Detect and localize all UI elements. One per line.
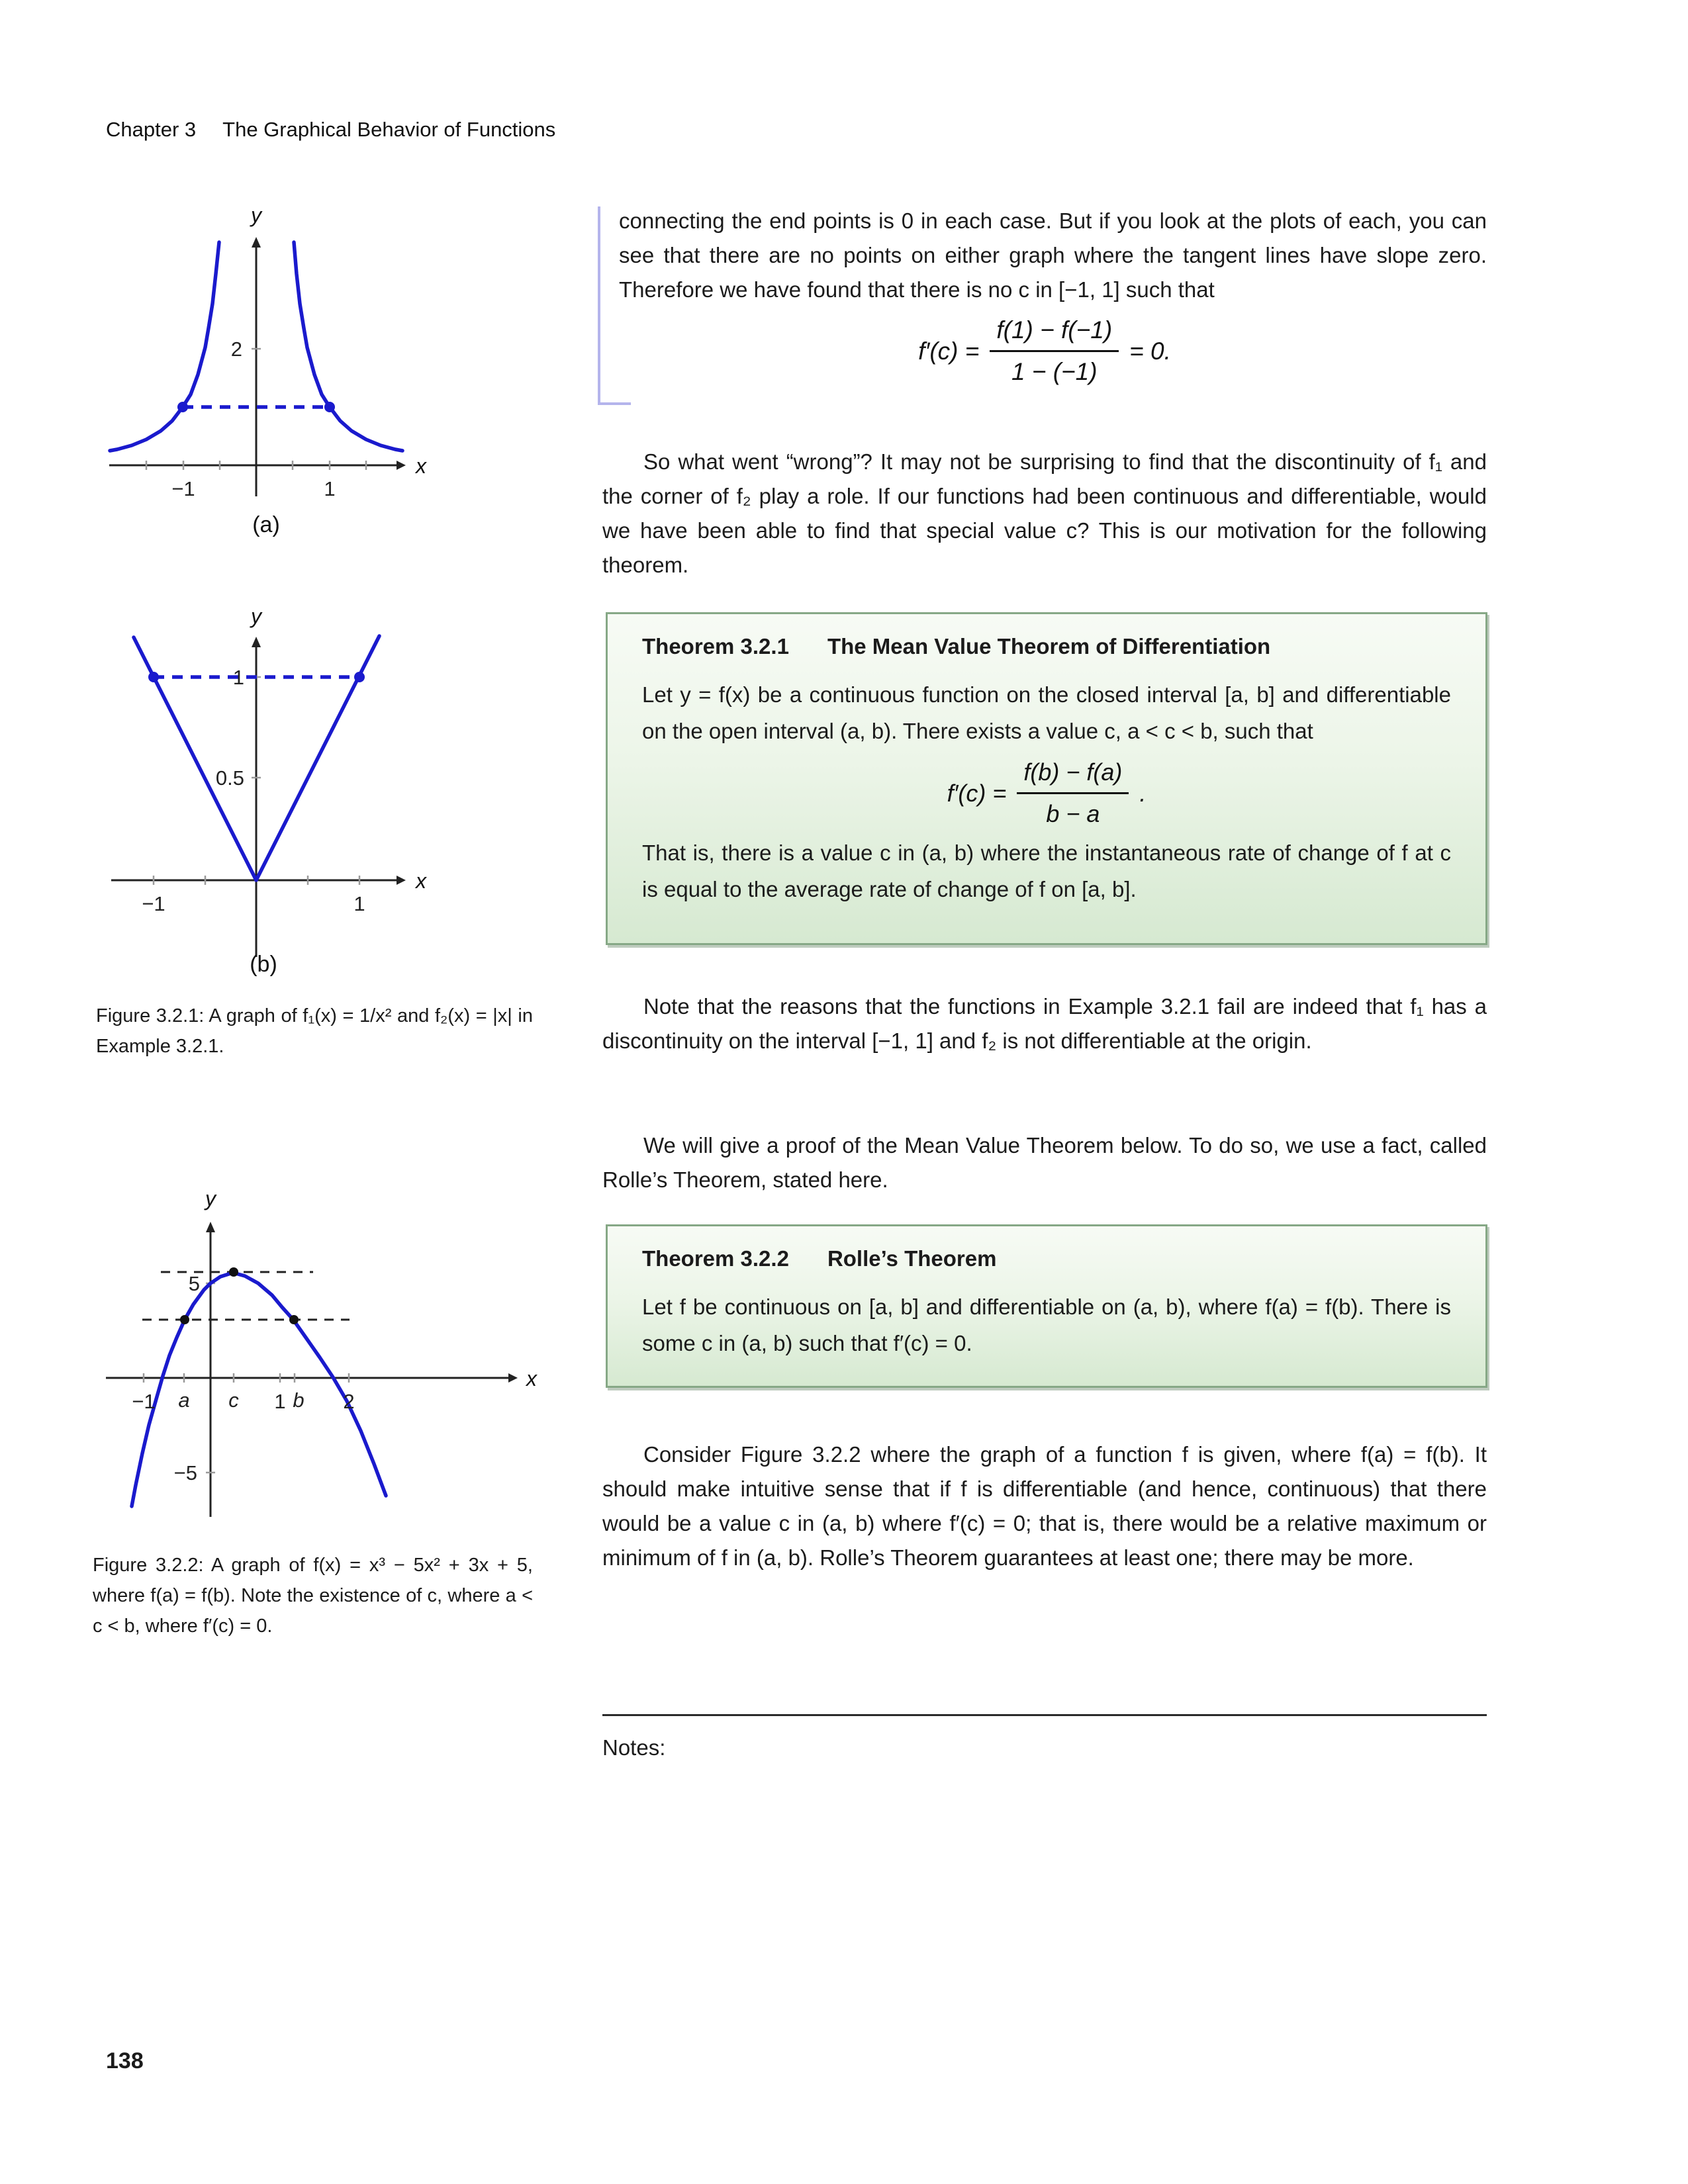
x-tick-label-c: c [228, 1388, 239, 1412]
theorem-3-2-2-heading [642, 1246, 1451, 1271]
x-axis-arrow-icon [397, 876, 406, 885]
endpoint-dot-right [354, 672, 365, 682]
endpoint-dot-left [148, 672, 159, 682]
x-tick-label-a: a [178, 1388, 190, 1412]
notes-divider-rule [602, 1714, 1487, 1716]
y-axis-arrow-icon [252, 637, 261, 647]
formula-numerator: f(1) − f(−1) [990, 316, 1119, 352]
x-axis-label: x [416, 869, 426, 893]
display-formula-mvt-fail [602, 316, 1487, 386]
y-tick-label: −5 [173, 1461, 197, 1484]
formula-fraction [990, 316, 1119, 386]
formula-rhs: = 0. [1129, 337, 1171, 365]
y-axis-label: y [251, 203, 261, 227]
continuation-bracket-icon [598, 206, 600, 405]
panel-label-b: (b) [250, 952, 277, 977]
formula-fraction [1017, 758, 1129, 828]
y-tick-label: 5 [188, 1272, 200, 1295]
x-tick-label: 1 [274, 1390, 286, 1413]
x-tick-label: 1 [353, 892, 365, 915]
paragraph-note-reasons: Note that the reasons that the functions in Example 3.2.1 fail are indeed that f₁ has a discontinuity on the interval [−1, 1] and f₂ is not differentiable at the origin. [602, 994, 1487, 1053]
point-b-dot [289, 1315, 299, 1324]
theorem-number: Theorem 3.2.2 [642, 1246, 789, 1271]
formula-numerator: f(b) − f(a) [1017, 758, 1129, 794]
x-tick-label: −1 [142, 892, 165, 915]
theorem-3-2-2-box [606, 1224, 1487, 1388]
page-number: 138 [106, 2048, 144, 2073]
x-tick-label: −1 [171, 477, 195, 500]
y-axis-label: y [205, 1187, 216, 1210]
y-tick-label: 2 [230, 338, 242, 361]
x-tick-label: 2 [343, 1390, 355, 1413]
endpoint-dot-left [177, 402, 188, 412]
point-a-dot [180, 1315, 189, 1324]
paragraph-consider-figure: Consider Figure 3.2.2 where the graph of a function f is given, where f(a) = f(b). It should make intuitive sense that if f is differentiable (and hence, continuous) that there would be a value c in (a, b) where f′(c) = 0; that is, there would be a relative maximum or minimum of f in (a, b). Rolle’s Theorem guarantees at least one; there may be more. [602, 1442, 1487, 1570]
x-tick-label-b: b [293, 1388, 305, 1412]
curve-f1-left-branch [110, 242, 219, 451]
figure-3-2-2-caption: Figure 3.2.2: A graph of f(x) = x³ − 5x² + 3x + 5, where f(a) = f(b). Note the existence of c, where a < c < b, where f′(c) = 0. [93, 1555, 533, 1637]
notes-label: Notes: [602, 1735, 666, 1760]
paragraph-so-what-went-wrong: So what went “wrong”? It may not be surprising to find that the discontinuity of f₁ and the corner of f₂ play a role. If our functions had been continuous and differentiable, would we have been able to find that special value c? This is our motivation for the following theorem. [602, 449, 1487, 577]
y-tick-label: 0.5 [215, 766, 244, 790]
panel-label-a: (a) [252, 512, 280, 537]
page-header [106, 118, 555, 142]
x-axis-label: x [526, 1367, 537, 1390]
theorem-3-2-1-body-1: Let y = f(x) be a continuous function on the closed interval [a, b] and differentiable on the open interval (a, b). There exists a value c, a < c < b, such that [642, 682, 1451, 743]
theorem-3-2-1-body-2: That is, there is a value c in (a, b) where the instantaneous rate of change of f at c is equal to the average rate of change of f on [a, b]. [642, 841, 1451, 901]
x-axis-label: x [416, 454, 426, 478]
x-tick-label: −1 [132, 1390, 156, 1413]
formula-denominator: b − a [1046, 800, 1100, 827]
theorem-3-2-1-heading [642, 634, 1451, 659]
theorem-name: Rolle’s Theorem [827, 1246, 997, 1271]
endpoint-dot-right [324, 402, 335, 412]
curve-f1-right-branch [294, 242, 402, 451]
y-axis-arrow-icon [206, 1222, 215, 1232]
x-axis-arrow-icon [508, 1373, 518, 1383]
theorem-name: The Mean Value Theorem of Differentiation [827, 634, 1271, 659]
figure-3-2-1a-plot [99, 191, 530, 543]
figure-3-2-1-caption: Figure 3.2.1: A graph of f₁(x) = 1/x² and f₂(x) = |x| in Example 3.2.1. [96, 1005, 533, 1057]
formula-lhs: f′(c) = [918, 337, 980, 365]
paragraph-continuation: connecting the end points is 0 in each case. But if you look at the plots of each, you can see that there are no points on either graph where the tangent lines have slope zero. Therefore we have found that there is no c in [−1, 1] such that [619, 208, 1487, 302]
y-tick-label: 1 [232, 666, 244, 689]
figure-3-2-2-plot [93, 1173, 543, 1543]
x-axis-arrow-icon [397, 461, 406, 470]
formula-denominator: 1 − (−1) [1011, 358, 1098, 385]
continuation-bracket-foot-icon [598, 402, 631, 405]
y-axis-arrow-icon [252, 237, 261, 248]
theorem-3-2-2-body: Let f be continuous on [a, b] and differentiable on (a, b), where f(a) = f(b). There is some c in (a, b) such that f′(c) = 0. [642, 1295, 1451, 1355]
theorem-number: Theorem 3.2.1 [642, 634, 789, 659]
paragraph-proof-intro: We will give a proof of the Mean Value Theorem below. To do so, we use a fact, called Rolle’s Theorem, stated here. [602, 1133, 1487, 1192]
theorem-3-2-1-formula [642, 758, 1451, 828]
header-chapter-title: The Graphical Behavior of Functions [222, 118, 556, 141]
formula-lhs: f′(c) = [947, 779, 1007, 807]
theorem-3-2-1-box [606, 612, 1487, 945]
y-axis-label: y [251, 608, 261, 628]
formula-rhs: . [1139, 779, 1147, 807]
point-c-dot [229, 1267, 238, 1277]
x-tick-label: 1 [324, 477, 336, 500]
header-chapter: Chapter 3 [106, 118, 197, 141]
figure-3-2-1b-plot [99, 608, 530, 981]
